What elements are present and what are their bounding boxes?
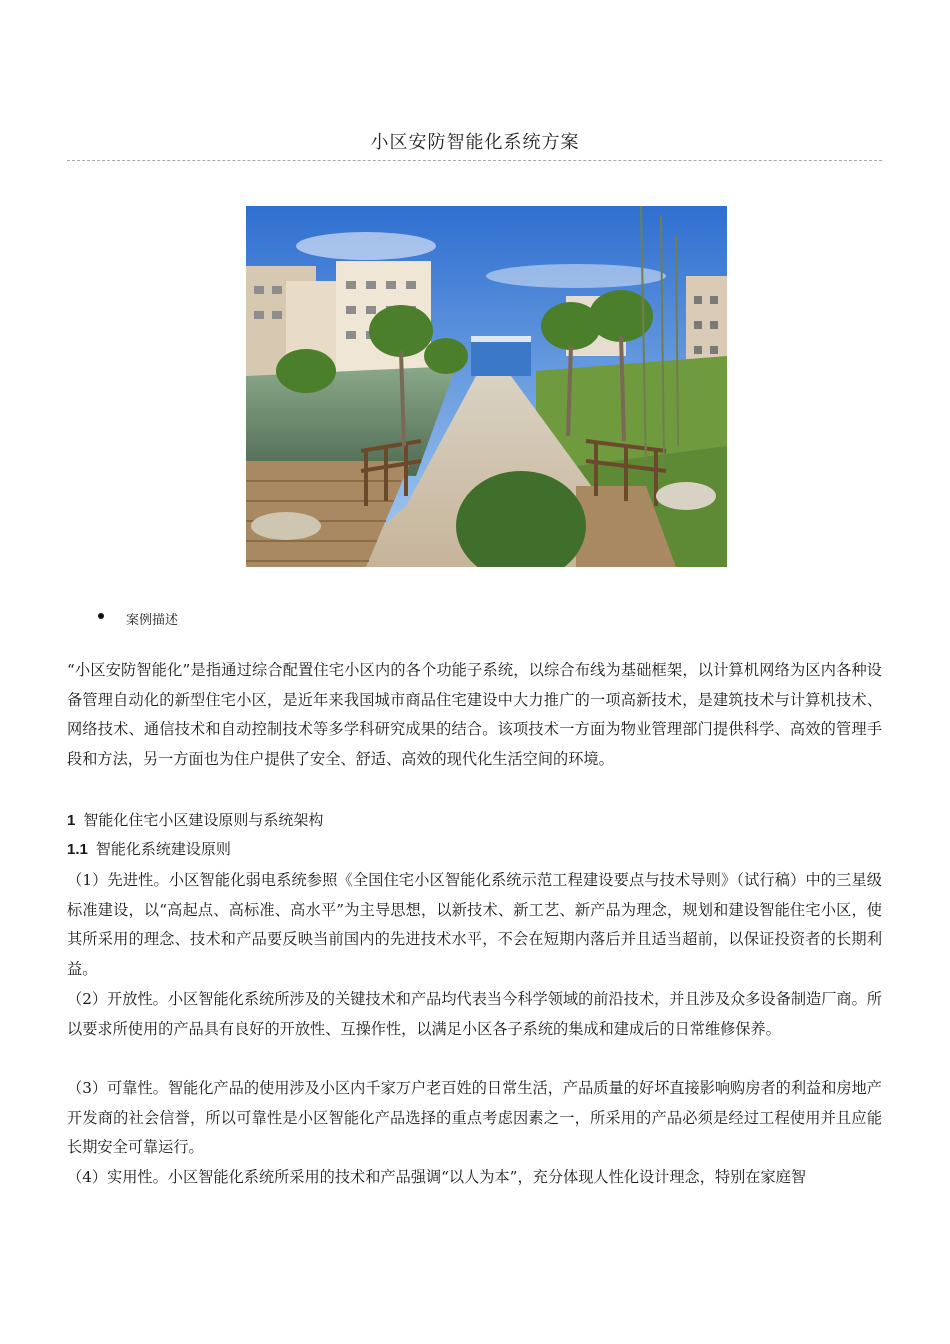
section-1-1-heading: [67, 838, 231, 859]
section-1-title: 智能化住宅小区建设原则与系统架构: [83, 811, 324, 829]
principle-1-advanced: （1）先进性。小区智能化弱电系统参照《全国住宅小区智能化系统示范工程建设要点与技术导则》（试行稿）中的三星级标准建设，以“高起点、高标准、高水平”为主导思想，以新技术、新工艺、新产品为理念，规划和建设智能住宅小区，使其所采用的理念、技术和产品要反映当前国内的先进技术水平，不会在短期内落后并且适当超前，以保证投资者的长期利益。: [67, 871, 882, 978]
section-1-1-number: 1.1: [67, 841, 88, 858]
page-title: 小区安防智能化系统方案: [370, 132, 580, 153]
principle-2-openness: （2）开放性。小区智能化系统所涉及的关键技术和产品均代表当今科学领域的前沿技术，并且涉及众多设备制造厂商。所以要求所使用的产品具有良好的开放性、互操作性，以满足小区各子系统的集成和建成后的日常维修保养。: [67, 990, 882, 1038]
section-1-1-title: 智能化系统建设原则: [95, 840, 231, 858]
principle-3-reliability: （3）可靠性。智能化产品的使用涉及小区内千家万户老百姓的日常生活，产品质量的好坏直接影响购房者的利益和房地产开发商的社会信誉，所以可靠性是小区智能化产品选择的重点考虑因素之一，所采用的产品必须是经过工程使用并且应能长期安全可靠运行。: [67, 1079, 882, 1156]
bullet-label: 案例描述: [126, 613, 179, 628]
bullet-dot-icon: [98, 613, 104, 619]
description-paragraph: “小区安防智能化”是指通过综合配置住宅小区内的各个功能子系统，以综合布线为基础框架，以计算机网络为区内各种设备管理自动化的新型住宅小区，是近年来我国城市商品住宅建设中大力推广的一项高新技术，是建筑技术与计算机技术、网络技术、通信技术和自动控制技术等多学科研究成果的结合。该项技术一方面为物业管理部门提供科学、高效的管理手段和方法，另一方面也为住户提供了安全、舒适、高效的现代化生活空间的环境。: [67, 661, 882, 768]
title-divider: [67, 160, 882, 161]
section-1-number: 1: [67, 812, 76, 829]
principle-4-practicality: （4）实用性。小区智能化系统所采用的技术和产品强调“以人为本”，充分体现人性化设计理念，特别在家庭智: [67, 1168, 807, 1186]
section-1-heading: [67, 809, 323, 830]
residential-community-photo: [246, 206, 727, 567]
